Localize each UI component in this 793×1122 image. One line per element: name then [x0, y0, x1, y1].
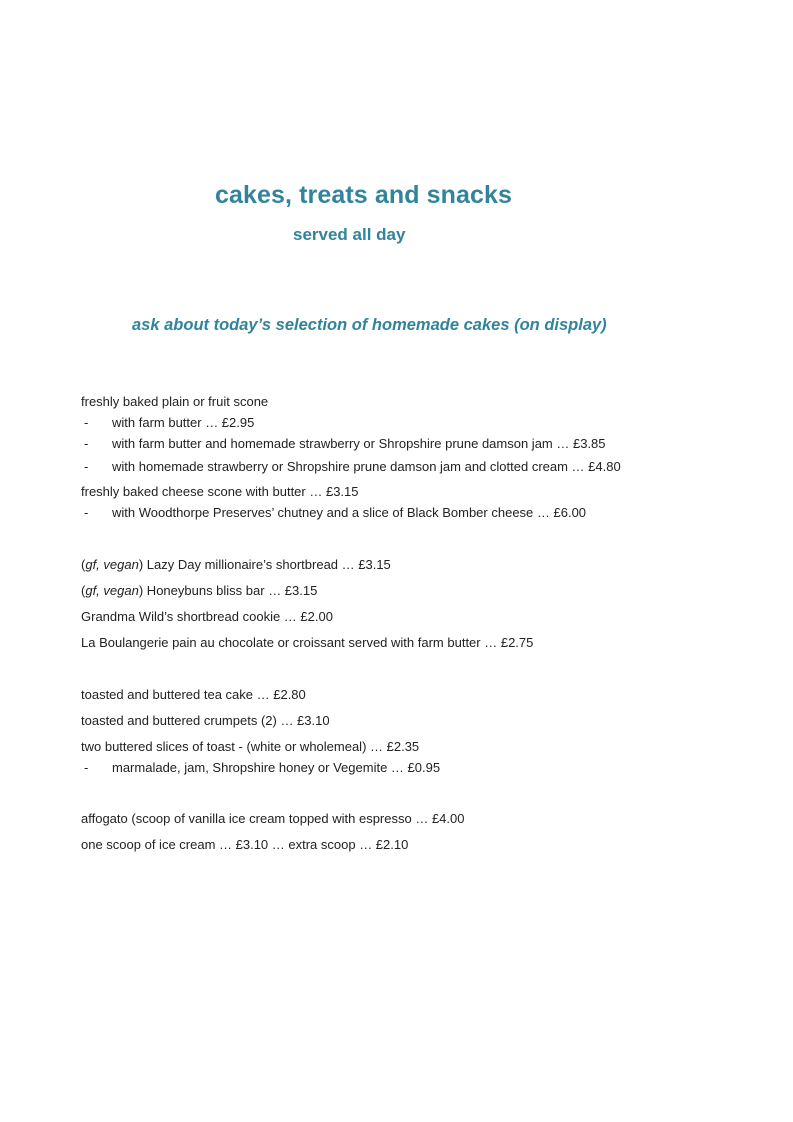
- menu-subtitle: served all day: [293, 225, 406, 244]
- menu-item: La Boulangerie pain au chocolate or croissant served with farm butter … £2.75: [81, 635, 534, 650]
- menu-sub-item: [81, 760, 440, 775]
- menu-item: freshly baked plain or fruit scone: [81, 394, 269, 409]
- menu-item: freshly baked cheese scone with butter … £3.15: [81, 484, 359, 499]
- dietary-tag: gf, vegan: [85, 557, 139, 572]
- menu-item: one scoop of ice cream … £3.10 … extra scoop … £2.10: [81, 837, 409, 852]
- sub-item-text: with homemade strawberry or Shropshire prune damson jam and clotted cream … £4.80: [112, 459, 621, 474]
- sub-item-text: with Woodthorpe Preserves’ chutney and a slice of Black Bomber cheese … £6.00: [112, 505, 587, 520]
- bullet-dash: -: [84, 505, 89, 520]
- sub-item-text: marmalade, jam, Shropshire honey or Vegemite … £0.95: [112, 760, 441, 775]
- menu-item: toasted and buttered crumpets (2) … £3.10: [81, 713, 330, 728]
- bullet-dash: -: [84, 760, 89, 775]
- menu-item: (gf, vegan) Honeybuns bliss bar … £3.15: [81, 583, 318, 598]
- item-text: Honeybuns bliss bar … £3.15: [143, 583, 318, 598]
- menu-item: (gf, vegan) Lazy Day millionaire’s shortbread … £3.15: [81, 557, 391, 572]
- menu-sub-item: [81, 415, 254, 430]
- dietary-tag: gf, vegan: [85, 583, 139, 598]
- menu-sub-item: [81, 459, 621, 474]
- sub-item-text: with farm butter and homemade strawberry or Shropshire prune damson jam … £3.85: [112, 436, 606, 451]
- bullet-dash: -: [84, 436, 89, 451]
- bullet-dash: -: [84, 415, 89, 430]
- bullet-dash: -: [84, 459, 89, 474]
- menu-sub-item: [81, 436, 606, 451]
- sub-item-text: with farm butter … £2.95: [112, 415, 255, 430]
- menu-item: two buttered slices of toast - (white or wholemeal) … £2.35: [81, 739, 420, 754]
- menu-item: affogato (scoop of vanilla ice cream topped with espresso … £4.00: [81, 811, 465, 826]
- cakes-note: ask about today’s selection of homemade cakes (on display): [132, 316, 607, 334]
- item-text: Lazy Day millionaire’s shortbread … £3.15: [143, 557, 391, 572]
- menu-item: Grandma Wild’s shortbread cookie … £2.00: [81, 609, 333, 624]
- menu-item: toasted and buttered tea cake … £2.80: [81, 687, 306, 702]
- menu-title: cakes, treats and snacks: [214, 181, 513, 209]
- menu-sub-item: [81, 505, 586, 520]
